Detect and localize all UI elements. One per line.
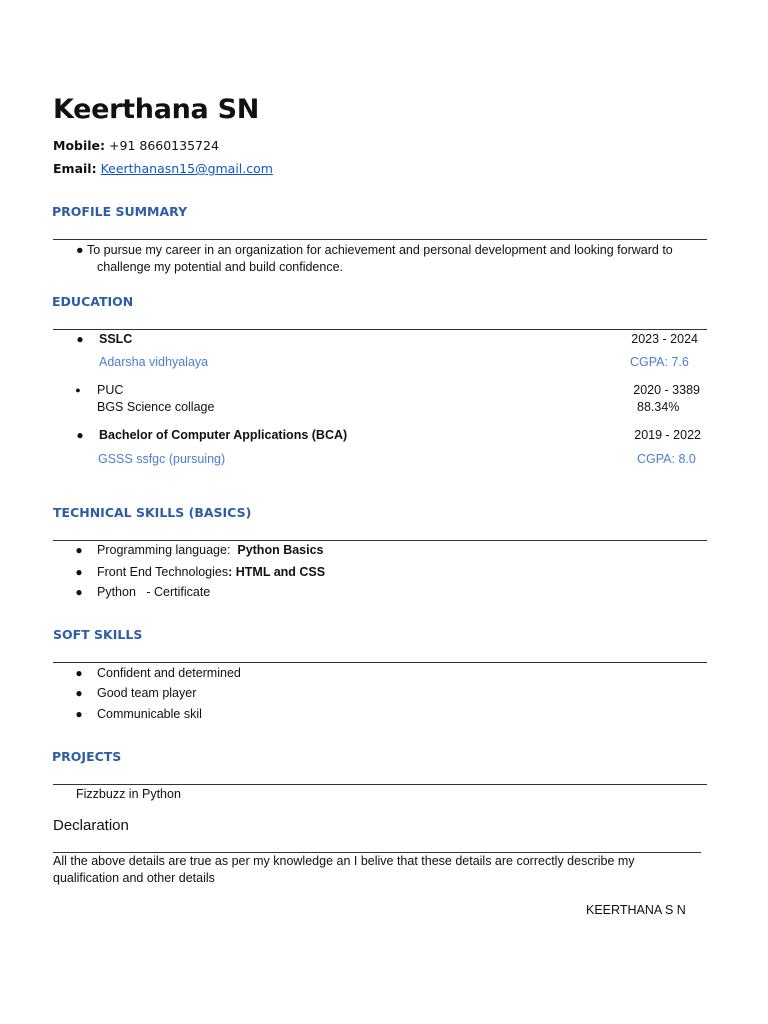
profile-line-2: challenge my potential and build confidence. — [97, 260, 344, 274]
technical-skill-label: Front End Technologies — [97, 565, 229, 579]
declaration-heading: Declaration — [53, 817, 129, 834]
soft-skills-heading: SOFT SKILLS — [53, 627, 143, 642]
education-score-puc: 88.34% — [637, 400, 680, 414]
declaration-line-2: qualification and other details — [53, 871, 215, 885]
soft-skill-bullet: ● — [75, 666, 83, 680]
signature: KEERTHANA S N — [586, 903, 686, 917]
education-bullet: ● — [76, 428, 84, 442]
soft-skill-item: Good team player — [97, 686, 197, 700]
education-title-puc: PUC — [97, 383, 124, 397]
soft-skill-item: Confident and determined — [97, 666, 241, 680]
education-divider — [53, 329, 707, 330]
education-title-sslc: SSLC — [99, 332, 133, 346]
education-institute-bca: GSSS ssfgc (pursuing) — [98, 452, 226, 466]
technical-skill-item — [97, 584, 210, 601]
education-years-bca: 2019 - 2022 — [634, 428, 701, 442]
profile-summary-heading: PROFILE SUMMARY — [52, 204, 188, 219]
profile-bullet: ● — [76, 243, 84, 257]
mobile-label: Mobile: — [53, 138, 106, 153]
education-institute-sslc: Adarsha vidhyalaya — [99, 355, 209, 369]
projects-heading: PROJECTS — [52, 749, 122, 764]
technical-skill-value: Python Basics — [237, 543, 324, 557]
email-line — [53, 161, 273, 176]
project-item: Fizzbuzz in Python — [76, 787, 181, 801]
technical-skill-item — [97, 542, 324, 559]
soft-skills-divider — [53, 662, 707, 663]
mobile-number: +91 8660135724 — [109, 138, 219, 153]
education-bullet: ● — [76, 332, 84, 346]
skill-bullet: ● — [75, 585, 83, 599]
technical-skill-label: Python - Certificate — [97, 585, 211, 599]
education-score-bca: CGPA: 8.0 — [637, 452, 696, 466]
mobile-line — [53, 138, 219, 153]
declaration-line-1: All the above details are true as per my knowledge an I belive that these details are correctly describe my — [53, 854, 635, 868]
education-title-bca: Bachelor of Computer Applications (BCA) — [99, 428, 348, 442]
profile-divider — [53, 239, 707, 240]
education-years-sslc: 2023 - 2024 — [631, 332, 698, 346]
skill-bullet: ● — [75, 565, 83, 579]
projects-divider — [53, 784, 707, 785]
skill-bullet: ● — [75, 543, 83, 557]
technical-skill-value: : HTML and CSS — [228, 565, 326, 579]
soft-skill-item: Communicable skil — [97, 707, 202, 721]
technical-skill-item — [97, 564, 325, 581]
email-label: Email: — [53, 161, 97, 176]
education-bullet: ● — [75, 385, 81, 395]
soft-skill-bullet: ● — [75, 686, 83, 700]
education-years-puc: 2020 - 3389 — [633, 383, 700, 397]
technical-skills-divider — [53, 540, 707, 541]
education-institute-puc: BGS Science collage — [97, 400, 215, 414]
education-score-sslc: CGPA: 7.6 — [630, 355, 689, 369]
technical-skills-heading: TECHNICAL SKILLS (BASICS) — [53, 505, 252, 520]
technical-skill-label: Programming language: — [97, 543, 238, 557]
profile-line-1: To pursue my career in an organization for achievement and personal development and looking forward to — [87, 243, 673, 257]
email-link[interactable]: Keerthanasn15@gmail.com — [100, 161, 273, 176]
candidate-name: Keerthana SN — [53, 94, 260, 125]
soft-skill-bullet: ● — [75, 707, 83, 721]
education-heading: EDUCATION — [52, 294, 134, 309]
